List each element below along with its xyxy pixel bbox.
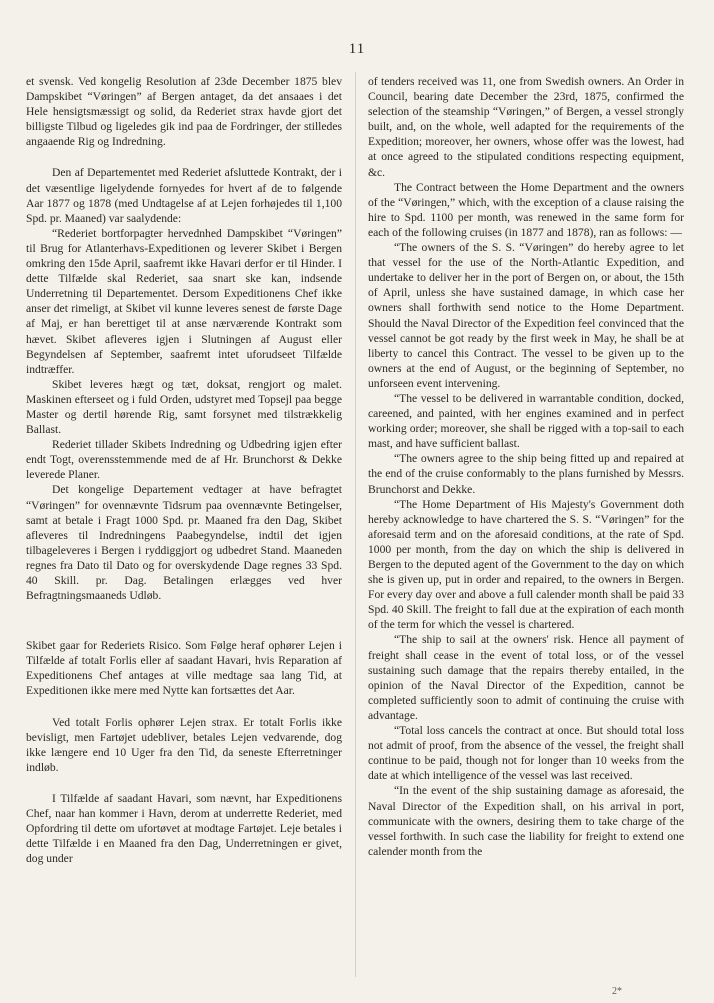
paragraph: Det kongelige Departement vedtager at have befragtet “Vøringen” for ovennævnte Tidsrum paa ovennævnte Betingelser, samt at betale i Fragt 1000 Spd. pr. Maaned fra den Dag, Skibet afleveres til Indredningens Paabegyndelse, indtil det igjen tilbageleveres i Bergen i ryddiggjort og udbedret Stand. Maaneden regnes fra Dato til Dato og for overskydende Dage regnes 33 Spd. 40 Skill. pr. Dag. Betalingen erlægges ved hver Befragtningsmaaneds Udløb. [26, 483, 342, 603]
paragraph: of tenders received was 11, one from Swedish owners. An Order in Council, bearing date December the 23rd, 1875, confirmed the selection of the steamship “Vøringen,” of Bergen, a vessel strongly built, and, on the whole, well adapted for the requirements of the Expedition; moreover, her owners, whose offer was the lowest, had at once agreed to the stipulated conditions respecting equipment, &c. [368, 75, 684, 179]
right-column-english [368, 74, 684, 859]
paragraph: Rederiet tillader Skibets Indredning og Udbedring igjen efter endt Togt, overensstemmende med de af Hr. Brunchorst & Dekke leverede Planer. [26, 438, 342, 482]
paragraph: “The owners of the S. S. “Vøringen” do hereby agree to let that vessel for the use of the North-Atlantic Expedition, and undertake to deliver her in the port of Bergen on, or about, the 15th of April, unless she have sustained damage, in which case her owners shall forthwith send notice to the Home Department. Should the Naval Director of the Expedition feel convinced that the vessel cannot be got ready by the first week in May, he shall be at liberty to cancel this Contract. The vessel to be given up to the owners at the end of August, or the beginning of September, no unforseen event intervening. [368, 241, 684, 390]
paragraph: Skibet gaar for Rederiets Risico. Som Følge heraf ophører Lejen i Tilfælde af totalt Forlis eller af saadant Havari, hvis Reparation af Expeditionens Chef antages at ville medtage saa lang Tid, at Expeditionen ikke mere med Nytte kan fortsættes det Aar. [26, 639, 342, 698]
paragraph: “The ship to sail at the owners' risk. Hence all payment of freight shall cease in the event of total loss, or of the vessel sustaining such damage that the repairs thereby entailed, in the opinion of the Naval Director of the Expedition, cannot be completed sufficiently soon to admit of continuing the cruise with advantage. [368, 633, 684, 722]
paragraph: Den af Departementet med Rederiet afsluttede Kontrakt, der i det væsentlige ligelydende fornyedes for hvert af de to følgende Aar 1877 og 1878 (med Undtagelse af at Lejen forhøjedes til 1,100 Spd. pr. Maaned) var saalydende: [26, 166, 342, 225]
paragraph: Ved totalt Forlis ophører Lejen strax. Er totalt Forlis ikke bevisligt, men Fartøjet udebliver, betales Lejen vedvarende, dog ikke længere end 10 Uger fra den Tid, da seneste Efterretninger indløb. [26, 715, 342, 774]
paragraph: “Rederiet bortforpagter hervednhed Dampskibet “Vøringen” til Brug for Atlanterhavs-Expeditionen og leverer Skibet i Bergen omkring den 15de April, saafremt ikke Havari derfor er til Hinder. I dette Tilfælde skal Rederiet, saa snart ske kan, indsende Underretning til Departementet. Dersom Expeditionens Chef ikke anser det rimeligt, at Skibet vil kunne leveres senest de første Dage af Maj, er han berettiget til at anse nærværende Kontrakt som hævet. Skibet afleveres igjen i Slutningen af August eller Begyndelsen af September, saafremt intet uforudseet Tilfælde indtræffer. [26, 226, 342, 376]
paragraph: Skibet leveres hægt og tæt, doksat, rengjort og malet. Maskinen efterseet og i fuld Orden, udstyret med Topsejl paa begge Master og dertil hørende Rig, samt forsynet med tilstrækkelig Ballast. [26, 377, 342, 437]
paragraph: The Contract between the Home Department and the owners of the “Vøringen,” which, with the exception of a clause raising the hire to Spd. 1100 per month, was renewed in the same form for each of the following cruises (in 1877 and 1878), ran as follows: — [368, 180, 684, 239]
paragraph: “The Home Department of His Majesty's Government doth hereby acknowledge to have chartered the S. S. “Vøringen” for the aforesaid term and on the aforesaid conditions, at the rate of Spd. 1000 per month, from the day on which the ship is delivered in Bergen to the deputed agent of the Government to the day on which she is given up, put in order and repaired, to the owners in Bergen. For every day over and above a full calender month shall be paid 33 Spd. 40 Skill. The freight to fall due at the expiration of each month of the term for which the vessel is chartered. [368, 497, 684, 632]
paragraph: “The owners agree to the ship being fitted up and repaired at the end of the cruise conformably to the plans furnished by Messrs. Brunchorst and Dekke. [368, 452, 684, 496]
paragraph: “In the event of the ship sustaining damage as aforesaid, the Naval Director of the Expedition shall, on his arrival in port, communicate with the owners, desiring them to take charge of the vessel forthwith. In such case the liability for freight to extend one calender month from the [368, 784, 684, 858]
paragraph: et svensk. Ved kongelig Resolution af 23de December 1875 blev Dampskibet “Vøringen” af Bergen antaget, da det ansaaes i det Hele hensigtsmæssigt og solid, da Rederiet strax havde gjort det billigste Tilbud og ligeledes gik ind paa de Fordringer, der stilledes angaaende Rig og Indredning. [26, 75, 342, 149]
paragraph: “Total loss cancels the contract at once. But should total loss not admit of proof, from the absence of the vessel, the freight shall continue to be paid, though not for longer than 10 weeks from the date at which intelligence of the vessel was last received. [368, 724, 684, 783]
paragraph: I Tilfælde af saadant Havari, som nævnt, har Expeditionens Chef, naar han kommer i Havn, derom at underrette Rederiet, med Opfordring til dette om ufortøvet at modtage Fartøjet. Leje betales i dette Tilfælde i en Maaned fra den Dag, Underretningen er givet, dog under [26, 791, 342, 866]
left-column-norwegian [26, 74, 342, 866]
page-number: 11 [348, 41, 366, 57]
paragraph: “The vessel to be delivered in warrantable condition, docked, careened, and painted, with her engines examined and in perfect working order; moreover, she shall be rigged with a top-sail to each mast, and have sufficient ballast. [368, 391, 684, 451]
column-divider [355, 72, 356, 977]
printer-signature-mark: 2* [612, 986, 622, 997]
